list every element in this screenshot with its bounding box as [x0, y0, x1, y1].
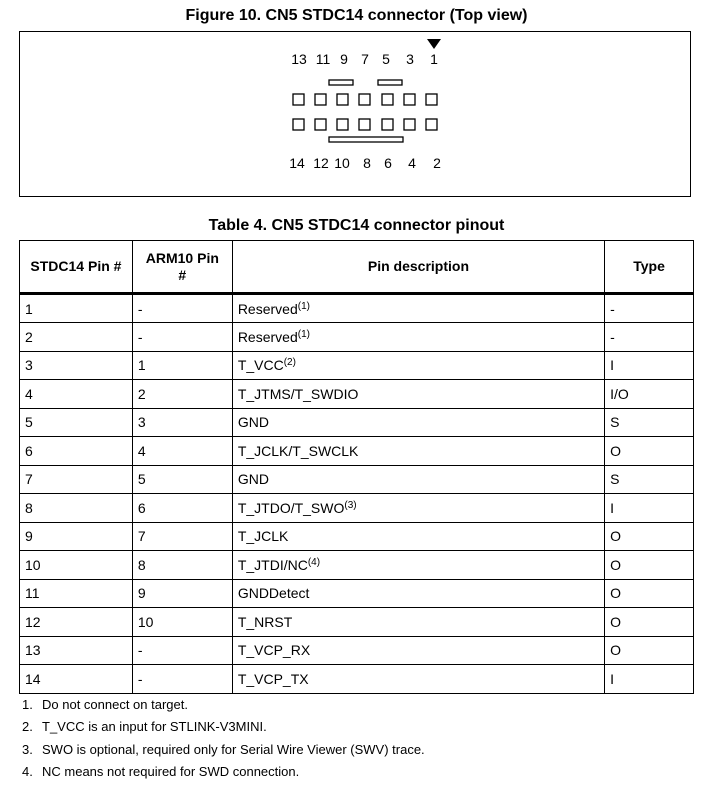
cell-type: I/O: [605, 380, 694, 409]
table-row: [20, 608, 694, 637]
description-text: Reserved: [237, 300, 298, 317]
cell-arm10-pin: -: [132, 665, 232, 694]
table-row: [20, 636, 694, 665]
description-text: GNDDetect: [237, 585, 310, 602]
bottom-pin-label: 6: [384, 155, 392, 171]
cell-arm10-pin: -: [132, 294, 232, 323]
cell-stdc14-pin: 8: [20, 494, 133, 523]
description-text: Reserved: [237, 328, 298, 345]
cell-stdc14-pin: 2: [20, 323, 133, 352]
cell-description: [232, 551, 604, 580]
cell-arm10-pin: 2: [132, 380, 232, 409]
footnote-item: [22, 719, 425, 741]
footnote-text: T_VCC is an input for STLINK-V3MINI.: [42, 719, 267, 735]
cell-type: O: [605, 579, 694, 608]
cell-description: [232, 323, 604, 352]
footnote-number: 1.: [22, 697, 33, 712]
cell-description: [232, 380, 604, 409]
cell-type: -: [605, 323, 694, 352]
table-row: [20, 522, 694, 551]
top-pin-label: 7: [361, 51, 369, 67]
footnote-item: [22, 764, 425, 786]
description-text: GND: [237, 414, 269, 431]
description-text: T_JTMS/T_SWDIO: [237, 385, 359, 402]
bottom-pin-label: 8: [363, 155, 371, 171]
connector-diagram: [20, 32, 692, 198]
description-text: T_VCP_TX: [237, 670, 309, 687]
top-pin-label: 11: [315, 51, 331, 67]
description-text: T_NRST: [237, 613, 293, 630]
cell-stdc14-pin: 9: [20, 522, 133, 551]
table-row: [20, 579, 694, 608]
cell-arm10-pin: -: [132, 636, 232, 665]
top-pin-square: [337, 94, 348, 105]
top-pin-square: [426, 94, 437, 105]
bottom-pin-square: [404, 119, 415, 130]
description-text: T_JCLK: [237, 528, 289, 545]
cell-description: [232, 294, 604, 323]
footnote-item: [22, 742, 425, 764]
table-row: [20, 323, 694, 352]
table-row: [20, 294, 694, 323]
footnote-item: [22, 697, 425, 719]
cell-stdc14-pin: 11: [20, 579, 133, 608]
bottom-pin-square: [337, 119, 348, 130]
cell-arm10-pin: 4: [132, 437, 232, 466]
header-description: Pin description: [232, 241, 604, 294]
top-keying-bar-left: [329, 80, 353, 85]
pin1-marker-icon: [427, 39, 441, 49]
description-text: T_JTDO/T_SWO: [237, 499, 345, 516]
top-pin-square: [315, 94, 326, 105]
cell-stdc14-pin: 14: [20, 665, 133, 694]
cell-stdc14-pin: 5: [20, 408, 133, 437]
cell-description: [232, 465, 604, 494]
cell-type: O: [605, 522, 694, 551]
top-pin-label: 5: [382, 51, 390, 67]
table-row: [20, 494, 694, 523]
cell-type: -: [605, 294, 694, 323]
table-row: [20, 408, 694, 437]
footnote-number: 4.: [22, 763, 33, 779]
footnote-number: 3.: [22, 741, 33, 757]
table-row: [20, 351, 694, 380]
bottom-pin-square: [315, 119, 326, 130]
cell-stdc14-pin: 13: [20, 636, 133, 665]
footnote-ref: (3): [344, 499, 357, 511]
cell-arm10-pin: 5: [132, 465, 232, 494]
cell-description: [232, 579, 604, 608]
bottom-pin-label: 10: [334, 155, 350, 171]
pinout-table: [19, 240, 694, 694]
cell-stdc14-pin: 4: [20, 380, 133, 409]
cell-description: [232, 494, 604, 523]
cell-stdc14-pin: 6: [20, 437, 133, 466]
cell-arm10-pin: 1: [132, 351, 232, 380]
footnote-text: SWO is optional, required only for Serial Wire Viewer (SWV) trace.: [42, 741, 425, 757]
cell-arm10-pin: -: [132, 323, 232, 352]
bottom-pin-square: [382, 119, 393, 130]
table-row: [20, 380, 694, 409]
description-text: T_JCLK/T_SWCLK: [237, 442, 359, 459]
bottom-pin-label: 2: [433, 155, 441, 171]
cell-type: O: [605, 608, 694, 637]
cell-stdc14-pin: 7: [20, 465, 133, 494]
top-pin-label: 3: [406, 51, 414, 67]
bottom-pin-label: 4: [408, 155, 416, 171]
footnote-text: NC means not required for SWD connection.: [42, 763, 300, 779]
top-pin-square: [293, 94, 304, 105]
cell-type: O: [605, 551, 694, 580]
cell-stdc14-pin: 12: [20, 608, 133, 637]
bottom-pin-label: 12: [313, 155, 329, 171]
cell-description: [232, 608, 604, 637]
cell-description: [232, 522, 604, 551]
cell-arm10-pin: 10: [132, 608, 232, 637]
bottom-pin-square: [359, 119, 370, 130]
cell-arm10-pin: 8: [132, 551, 232, 580]
cell-arm10-pin: 7: [132, 522, 232, 551]
cell-type: I: [605, 351, 694, 380]
top-pin-square: [382, 94, 393, 105]
top-pin-label: 1: [430, 51, 438, 67]
table-row: [20, 465, 694, 494]
cell-type: S: [605, 465, 694, 494]
footnotes: [22, 697, 425, 786]
top-pin-label: 13: [291, 51, 307, 67]
cell-type: O: [605, 437, 694, 466]
cell-type: S: [605, 408, 694, 437]
cell-description: [232, 636, 604, 665]
cell-type: I: [605, 494, 694, 523]
table-row: [20, 665, 694, 694]
description-text: GND: [237, 471, 269, 488]
footnote-text: Do not connect on target.: [42, 697, 188, 712]
header-stdc14-pin: STDC14 Pin #: [20, 241, 133, 294]
header-arm10-pin-text: ARM10 Pin #: [145, 249, 219, 283]
bottom-keying-bar: [329, 137, 403, 142]
description-text: T_JTDI/NC: [237, 556, 308, 573]
top-pin-square: [404, 94, 415, 105]
footnote-ref: (2): [283, 357, 296, 369]
top-pin-label: 9: [340, 51, 348, 67]
table-row: [20, 551, 694, 580]
bottom-pin-square: [293, 119, 304, 130]
table-row: [20, 437, 694, 466]
cell-description: [232, 665, 604, 694]
footnote-number: 2.: [22, 719, 33, 735]
table-caption: Table 4. CN5 STDC14 connector pinout: [208, 217, 505, 234]
description-text: T_VCP_RX: [237, 642, 311, 659]
header-arm10-pin: [132, 241, 232, 294]
figure-caption: Figure 10. CN5 STDC14 connector (Top view): [185, 7, 528, 24]
cell-arm10-pin: 3: [132, 408, 232, 437]
cell-description: [232, 408, 604, 437]
footnote-ref: (1): [297, 300, 310, 312]
bottom-pin-label: 14: [289, 155, 305, 171]
cell-type: I: [605, 665, 694, 694]
cell-arm10-pin: 9: [132, 579, 232, 608]
cell-description: [232, 351, 604, 380]
table-header-row: [20, 241, 694, 294]
footnote-ref: (1): [297, 328, 310, 340]
connector-figure: [19, 31, 691, 197]
cell-stdc14-pin: 10: [20, 551, 133, 580]
cell-description: [232, 437, 604, 466]
footnote-ref: (4): [307, 556, 321, 568]
bottom-pin-square: [426, 119, 437, 130]
top-pin-square: [359, 94, 370, 105]
cell-stdc14-pin: 3: [20, 351, 133, 380]
top-keying-bar-right: [378, 80, 402, 85]
header-type: Type: [605, 241, 694, 294]
cell-arm10-pin: 6: [132, 494, 232, 523]
description-text: T_VCC: [237, 357, 284, 374]
cell-type: O: [605, 636, 694, 665]
cell-stdc14-pin: 1: [20, 294, 133, 323]
